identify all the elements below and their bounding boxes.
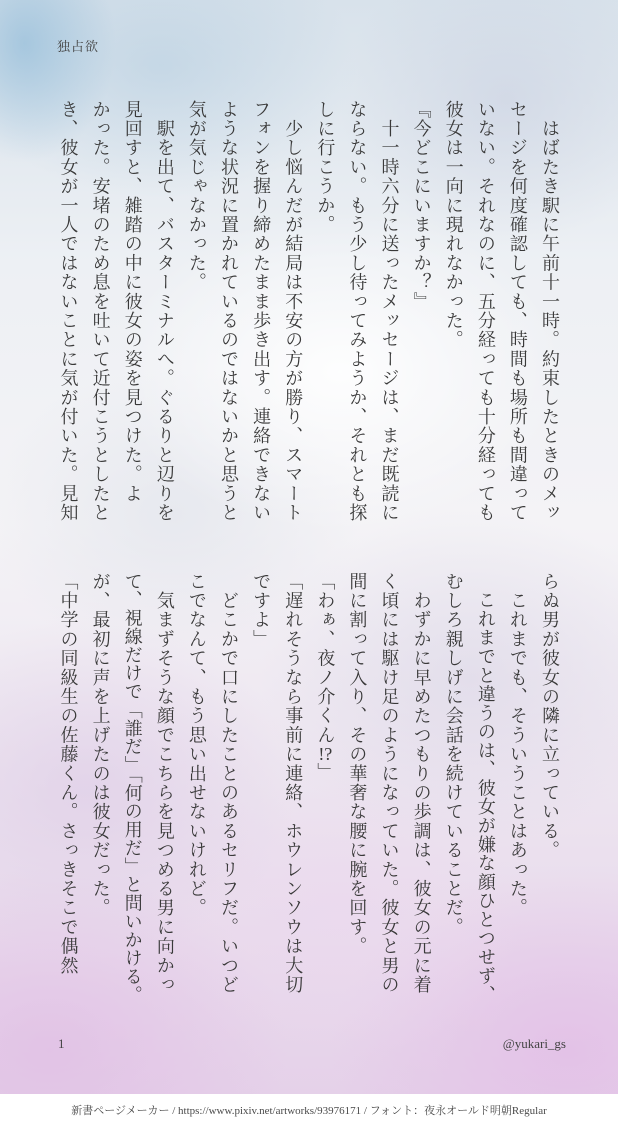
text-column: ような状況に置かれているのではないかと思うと xyxy=(219,100,239,523)
text-column: 少し悩んだが結局は不安の方が勝り、スマート xyxy=(283,100,304,523)
text-column: わずかに早めたつもりの歩調は、彼女の元に着 xyxy=(411,572,432,995)
text-column: これまでも、そういうことはあった。 xyxy=(507,572,528,918)
text-column: 『今どこにいますか？』 xyxy=(411,100,432,312)
text-column: ならない。もう少し待ってみようか、それとも探 xyxy=(347,100,368,523)
text-column: 気が気じゃなかった。 xyxy=(186,100,207,292)
credit-line: 新書ページメーカー / https://www.pixiv.net/artworks/93976171 / フォント：夜永オールド明朝Regular xyxy=(71,1105,547,1117)
text-column: 「わぁ、夜ノ介くん!?」 xyxy=(315,572,336,783)
text-column: はばたき駅に午前十一時。約束したときのメッ xyxy=(540,100,560,523)
text-column: 十一時六分に送ったメッセージは、まだ既読に xyxy=(379,100,400,523)
text-column: 見回すと、雑踏の中に彼女の姿を見つけた。よ xyxy=(122,100,143,504)
text-column: 気まずそうな顔でこちらを見つめる男に向かっ xyxy=(154,572,175,995)
author-handle: @yukari_gs xyxy=(502,1036,566,1051)
text-column: 「遅れそうなら事前に連絡、ホウレンソウは大切 xyxy=(283,572,304,995)
text-column: 彼女は一向に現れなかった。 xyxy=(443,100,464,350)
text-column: しに行こうか。 xyxy=(315,100,336,235)
text-column: どこかで口にしたことのあるセリフだ。いつど xyxy=(219,572,239,995)
text-column: いない。それなのに、五分経っても十分経っても xyxy=(475,100,496,523)
text-column: フォンを握り締めたまま歩き出す。連絡できない xyxy=(251,100,272,523)
text-column: セージを何度確認しても、時間も場所も間違って xyxy=(507,100,528,523)
text-column: 駅を出て、バスターミナルへ。ぐるりと辺りを xyxy=(154,100,175,523)
text-column: これまでと違うのは、彼女が嫌な顔ひとつせず、 xyxy=(475,572,496,1004)
text-column: 間に割って入り、その華奢な腰に腕を回す。 xyxy=(347,572,368,956)
text-column: き、彼女が一人ではないことに気が付いた。見知 xyxy=(58,100,79,523)
text-column: かった。安堵のため息を吐いて近付こうとしたと xyxy=(90,100,111,523)
text-column: 「中学の同級生の佐藤くん。さっきそこで偶然 xyxy=(58,572,79,976)
upper-text-block xyxy=(40,100,561,540)
page-number: 1 xyxy=(58,1036,65,1051)
text-column: こでなんて、もう思い出せないけれど。 xyxy=(186,572,207,918)
text-column: く頃には駆け足のようになっていた。彼女と男の xyxy=(379,572,400,995)
lower-text-block xyxy=(40,572,561,1012)
text-column: て、視線だけで「誰だ」「何の用だ」と問いかける。 xyxy=(122,572,143,1004)
book-title: 独占欲 xyxy=(57,39,100,54)
text-column: むしろ親しげに会話を続けていることだ。 xyxy=(443,572,464,937)
tate-chu-yoko: !? xyxy=(318,744,333,763)
text-column: らぬ男が彼女の隣に立っている。 xyxy=(540,572,560,860)
text-column: が、最初に声を上げたのは彼女だった。 xyxy=(90,572,111,918)
text-column: ですよ」 xyxy=(251,572,272,649)
